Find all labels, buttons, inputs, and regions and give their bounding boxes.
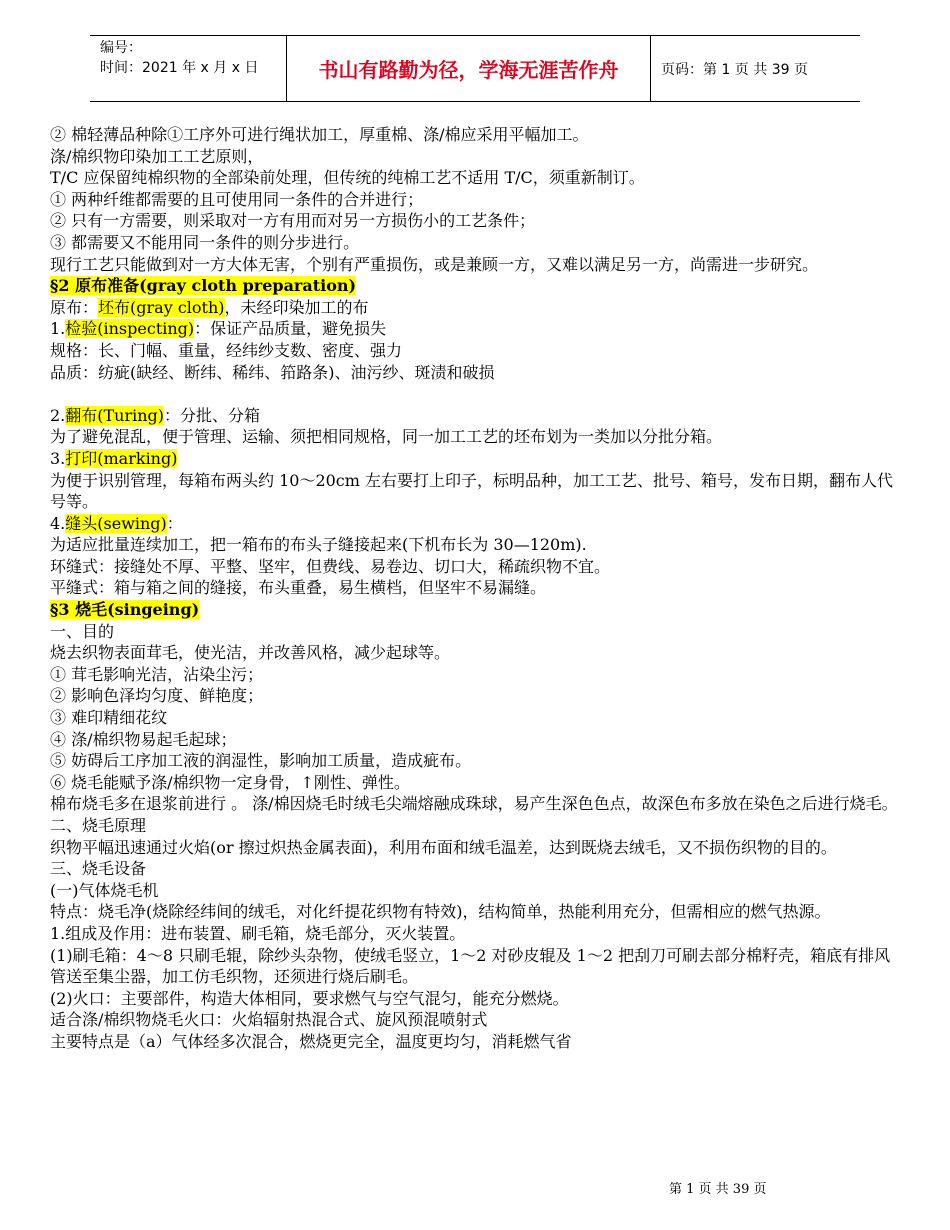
text-line: 适合涤/棉织物烧毛火口：火焰辐射热混合式、旋风预混喷射式 [50, 1010, 488, 1030]
text-line: ④ 涤/棉织物易起毛起球； [50, 729, 237, 749]
text-line: 1.组成及作用：进布装置、刷毛箱，烧毛部分，灭火装置。 [50, 923, 466, 943]
header-table [90, 35, 860, 102]
page-footer: 第 1 页 共 39 页 [669, 1182, 767, 1197]
text-line: 一、目的 [50, 621, 115, 641]
section-heading [50, 599, 902, 621]
term-line [50, 297, 902, 319]
blank-line [50, 383, 902, 405]
term-line [50, 318, 902, 340]
highlighted-term: 打印(marking) [65, 448, 178, 468]
header-motto: 书山有路勤为径，学海无涯苦作舟 [287, 36, 651, 101]
text-line: 特点：烧毛净(烧除经纬间的绒毛，对化纤提花织物有特效)，结构简单，热能利用充分，但需相应的燃气热源。 [50, 902, 831, 922]
document-date-label: 时间：2021 年 x 月 x 日 [100, 60, 259, 76]
text-line: T/C 应保留纯棉织物的全部染前处理，但传统的纯棉工艺不适用 T/C，须重新制订。 [50, 168, 645, 188]
line-suffix: ： [166, 513, 183, 533]
text-line: ③ 都需要又不能用同一条件的则分步进行。 [50, 232, 360, 252]
highlighted-term: §2 原布准备(gray cloth preparation) [50, 276, 357, 296]
line-prefix: 3. [50, 448, 66, 468]
text-line: 现行工艺只能做到对一方大体无害，个别有严重损伤，或是兼顾一方，又难以满足另一方，尚需进一步研究。 [50, 254, 819, 274]
text-line: ② 只有一方需要，则采取对一方有用而对另一方损伤小的工艺条件； [50, 211, 536, 231]
line-suffix: ：分批、分箱 [164, 405, 261, 425]
text-line: ② 棉轻薄品种除①工序外可进行绳状加工，厚重棉、涤/棉应采用平幅加工。 [50, 125, 589, 144]
text-line: (2)火口：主要部件，构造大体相同，要求燃气与空气混匀，能充分燃烧。 [50, 988, 569, 1008]
text-line: 棉布烧毛多在退浆前进行 。 涤/棉因烧毛时绒毛尖端熔融成珠球，易产生深色色点，故深色布多放在染色之后进行烧毛。 [50, 794, 898, 814]
text-line: ① 茸毛影响光洁，沾染尘污； [50, 664, 264, 684]
text-line: 织物平幅迅速通过火焰(or 擦过炽热金属表面)，利用布面和绒毛温差，达到既烧去绒毛，又不损伤织物的目的。 [50, 837, 837, 857]
text-line: 为便于识别管理，每箱布两头约 10～20cm 左右要打上印子，标明品种，加工工艺、批号、箱号，发布日期，翻布人代号等。 [50, 470, 894, 512]
text-line: ⑥ 烧毛能赋予涤/棉织物一定身骨，↑刚性、弹性。 [50, 772, 410, 792]
header-page-number: 页码：第 1 页 共 39 页 [661, 61, 808, 78]
term-line [50, 448, 902, 470]
line-suffix: ：保证产品质量，避免损失 [194, 319, 387, 339]
line-prefix: 4. [50, 513, 66, 533]
term-line [50, 513, 902, 535]
term-line [50, 405, 902, 427]
line-prefix: 2. [50, 405, 66, 425]
highlighted-term: 检验(inspecting) [65, 319, 195, 339]
highlighted-term: 翻布(Turing) [65, 405, 165, 425]
text-line: 品质：纺疵(缺经、断纬、稀纬、筘路条)、油污纱、斑渍和破损 [50, 362, 495, 382]
text-line: 二、烧毛原理 [50, 816, 147, 835]
highlighted-term: §3 烧毛(singeing) [50, 600, 200, 620]
line-prefix: 原布： [50, 297, 99, 317]
text-line: 平缝式：箱与箱之间的缝接，布头重叠，易生横档，但坚牢不易漏缝。 [50, 578, 547, 598]
text-line: ① 两种纤维都需要的且可使用同一条件的合并进行； [50, 189, 424, 209]
section-heading [50, 275, 902, 297]
header-info-cell [90, 36, 287, 101]
highlighted-term: 缝头(sewing) [65, 513, 167, 533]
text-line: ② 影响色泽均匀度、鲜艳度； [50, 686, 264, 706]
text-line: 为了避免混乱，便于管理、运输、须把相同规格，同一加工工艺的坯布划为一类加以分批分箱。 [50, 427, 723, 447]
highlighted-term: 坯布(gray cloth) [98, 297, 225, 317]
text-line: (1)刷毛箱：4～8 只刷毛辊，除纱头杂物，使绒毛竖立，1～2 对砂皮辊及 1～2 把刮刀可刷去部分棉籽壳，箱底有排风管送至集尘器，加工仿毛织物，还须进行烧后刷毛。 [50, 945, 891, 987]
text-line: 规格：长、门幅、重量，经纬纱支数、密度、强力 [50, 340, 403, 360]
document-body [50, 124, 902, 1053]
text-line: 烧去织物表面茸毛，使光洁，并改善风格，减少起球等。 [50, 643, 451, 663]
document-number-label: 编号： [100, 40, 142, 56]
text-line: 主要特点是（a）气体经多次混合，燃烧更完全，温度更均匀，消耗燃气省 [50, 1031, 572, 1051]
text-line: ⑤ 妨碍后工序加工液的润湿性，影响加工质量，造成疵布。 [50, 751, 472, 771]
text-line: 环缝式：接缝处不厚、平整、坚牢，但费线、易卷边、切口大，稀疏织物不宜。 [50, 556, 611, 576]
text-line: 三、烧毛设备 [50, 859, 147, 879]
text-line: 为适应批量连续加工，把一箱布的布头子缝接起来(下机布长为 30—120m). [50, 535, 587, 555]
text-line: ③ 难印精细花纹 [50, 708, 168, 728]
line-suffix: ，未经印染加工的布 [224, 297, 369, 317]
text-line: 涤/棉织物印染加工工艺原则， [50, 146, 264, 166]
text-line: (一)气体烧毛机 [50, 880, 159, 900]
line-prefix: 1. [50, 319, 66, 339]
